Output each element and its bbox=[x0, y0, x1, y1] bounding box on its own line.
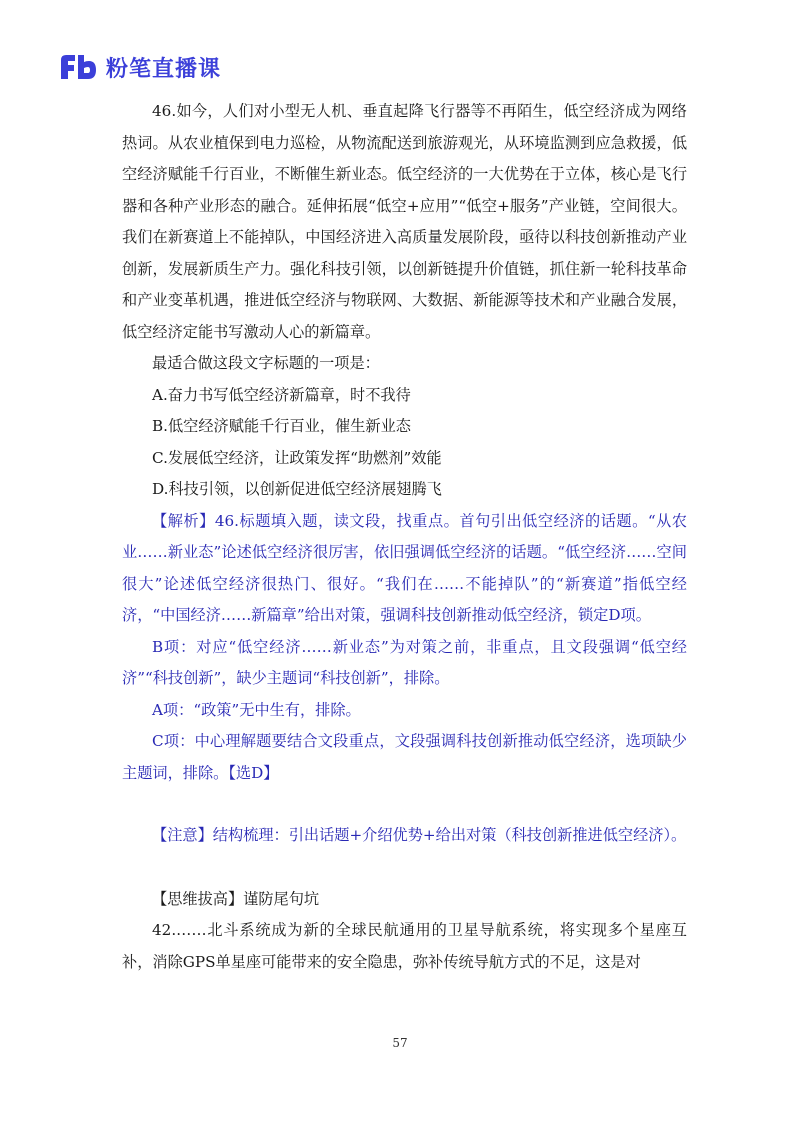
question-46-stem: 46.如今，人们对小型无人机、垂直起降飞行器等不再陌生，低空经济成为网络热词。从农业植保到电力巡检，从物流配送到旅游观光，从环境监测到应急救援，低空经济赋能千行百业，不断催生新业态。低空经济的一大优势在于立体，核心是飞行器和各种产业形态的融合。延伸拓展“低空+应用”“低空+服务”产业链，空间很大。我们在新赛道上不能掉队，中国经济进入高质量发展阶段，亟待以科技创新推动产业创新，发展新质生产力。强化科技引领，以创新链提升价值链，抓住新一轮科技革命和产业变革机遇，推进低空经济与物联网、大数据、新能源等技术和产业融合发展，低空经济定能书写激动人心的新篇章。 bbox=[122, 102, 687, 341]
option-a: A.奋力书写低空经济新篇章，时不我待 bbox=[152, 385, 411, 404]
analysis-main: 【解析】46.标题填入题，读文段，找重点。首句引出低空经济的话题。“从农业……新业态”论述低空经济很厉害，依旧强调低空经济的话题。“低空经济……空间很大”论述低空经济很热门、很好。“我们在……不能掉队”的“新赛道”指低空经济，“中国经济……新篇章”给出对策，强调科技创新推动低空经济，锁定D项。 bbox=[122, 511, 687, 624]
analysis-a-item: A项：“政策”无中生有，排除。 bbox=[152, 700, 361, 719]
brand-name: 粉笔直播课 bbox=[106, 56, 222, 82]
question-42-stem: 42.……北斗系统成为新的全球民航通用的卫星导航系统，将实现多个星座互补，消除GPS单星座可能带来的安全隐患，弥补传统导航方式的不足，这是对 bbox=[122, 921, 687, 971]
note: 【注意】结构梳理：引出话题+介绍优势+给出对策（科技创新推进低空经济）。 bbox=[152, 826, 687, 844]
option-d: D.科技引领，以创新促进低空经济展翅腾飞 bbox=[152, 480, 442, 498]
option-b: B.低空经济赋能千行百业，催生新业态 bbox=[152, 417, 411, 435]
fb-logo-icon bbox=[58, 52, 98, 82]
analysis-b-item: B项：对应“低空经济……新业态”为对策之前，非重点，且文段强调“低空经济”“科技创新”，缺少主题词“科技创新”，排除。 bbox=[122, 637, 687, 687]
question-prompt: 最适合做这段文字标题的一项是： bbox=[152, 354, 380, 372]
thinking-heading: 【思维拔高】谨防尾句坑 bbox=[152, 889, 320, 908]
spacer bbox=[122, 852, 687, 884]
brand-logo bbox=[58, 52, 221, 82]
page-number: 57 bbox=[392, 1036, 408, 1050]
option-c: C.发展低空经济，让政策发挥“助燃剂”效能 bbox=[152, 448, 442, 467]
spacer bbox=[122, 789, 687, 820]
page-content bbox=[122, 96, 687, 978]
analysis-c-item: C项：中心理解题要结合文段重点，文段强调科技创新推动低空经济，选项缺少主题词，排除。【选D】 bbox=[122, 732, 687, 782]
